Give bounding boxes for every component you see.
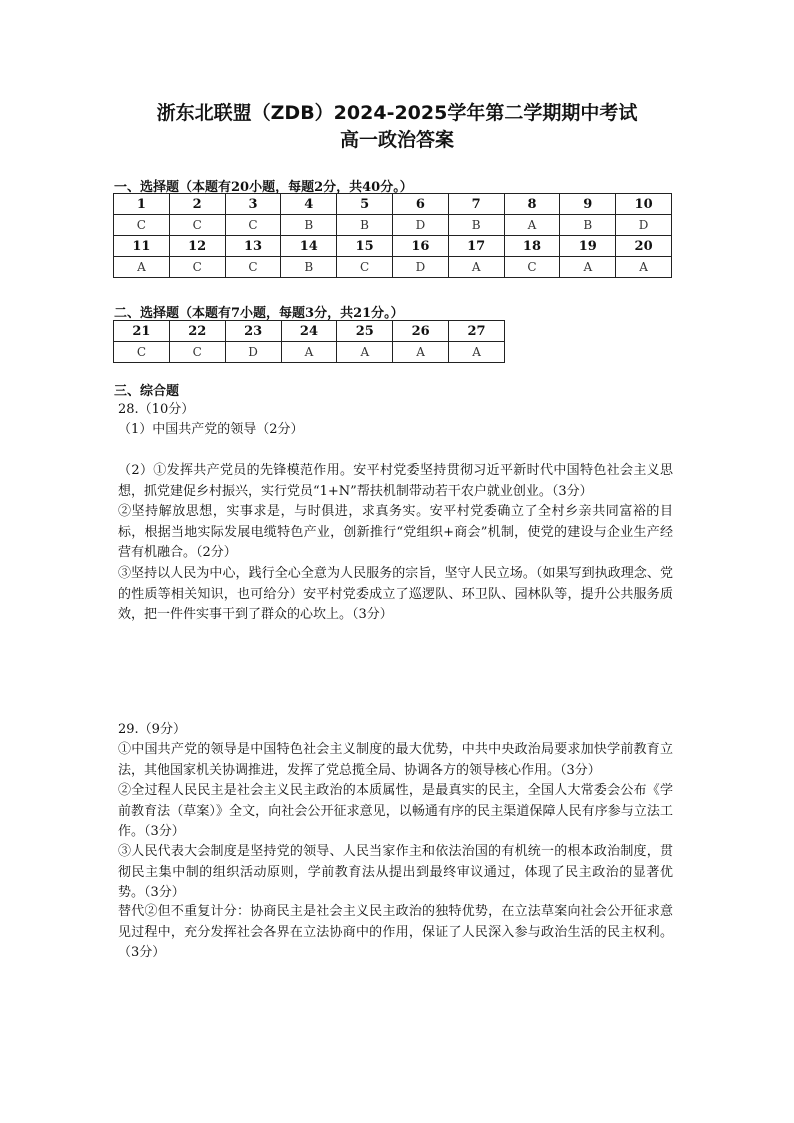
answer-cell: B <box>560 215 616 236</box>
question-number: 2 <box>169 194 225 215</box>
question-number: 24 <box>281 321 337 342</box>
question-number: 7 <box>448 194 504 215</box>
question-number: 25 <box>337 321 393 342</box>
question-number: 10 <box>616 194 672 215</box>
answer-cell: C <box>169 257 225 278</box>
question-number: 18 <box>504 236 560 257</box>
question-number: 1 <box>114 194 170 215</box>
answer-cell: D <box>392 215 448 236</box>
answer-cell: C <box>337 257 393 278</box>
question-number: 5 <box>337 194 393 215</box>
question-number: 11 <box>114 236 170 257</box>
q28-part2-point3: ③坚持以人民为中心，践行全心全意为人民服务的宗旨，坚守人民立场。（如果写到执政理念、党的性质等相关知识，也可给分）安平村党委成立了巡逻队、环卫队、园林队等，提升公共服务质效，把一件件实事干到了群众的心坎上。（3分） <box>118 566 673 622</box>
answer-table-2 <box>113 320 505 363</box>
section1-heading: 一、选择题（本题有20小题，每题2分，共40分。） <box>114 180 413 195</box>
question-number: 23 <box>225 321 281 342</box>
question-number: 20 <box>616 236 672 257</box>
question-number: 3 <box>225 194 281 215</box>
table-row <box>114 321 505 342</box>
q28-part2-point2: ②坚持解放思想，实事求是，与时俱进，求真务实。安平村党委确立了全村乡亲共同富裕的目标，根据当地实际发展电缆特色产业，创新推行“党组织+商会”机制，使党的建设与企业生产经营有机融合。（2分） <box>118 504 673 560</box>
question-number: 17 <box>448 236 504 257</box>
q29-point1: ①中国共产党的领导是中国特色社会主义制度的最大优势，中共中央政治局要求加快学前教育立法，其他国家机关协调推进，发挥了党总揽全局、协调各方的领导核心作用。（3分） <box>118 742 673 778</box>
table-row <box>114 194 672 215</box>
answer-table-1 <box>113 193 672 278</box>
answer-cell: A <box>448 257 504 278</box>
question-number: 13 <box>225 236 281 257</box>
page-subtitle: 高一政治答案 <box>339 129 454 151</box>
answer-cell: A <box>393 342 449 363</box>
answer-cell: A <box>337 342 393 363</box>
answer-cell: A <box>449 342 505 363</box>
answer-cell: C <box>169 215 225 236</box>
answer-cell: A <box>281 342 337 363</box>
answer-cell: C <box>225 215 281 236</box>
answer-cell: D <box>616 215 672 236</box>
answer-cell: D <box>225 342 281 363</box>
question-number: 9 <box>560 194 616 215</box>
question-number: 4 <box>281 194 337 215</box>
answer-cell: B <box>281 257 337 278</box>
q28-part2-point1: （2）①发挥共产党员的先锋模范作用。安平村党委坚持贯彻习近平新时代中国特色社会主义思想，抓党建促乡村振兴，实行党员“1+N”帮扶机制带动若干农户就业创业。（3分） <box>118 463 673 499</box>
answer-cell: D <box>392 257 448 278</box>
answer-cell: B <box>337 215 393 236</box>
answer-cell: C <box>225 257 281 278</box>
question-number: 16 <box>392 236 448 257</box>
q28-part1: （1）中国共产党的领导（2分） <box>118 422 304 437</box>
answer-cell: C <box>114 215 170 236</box>
q29-alternative: 替代②但不重复计分：协商民主是社会主义民主政治的独特优势，在立法草案向社会公开征求意见过程中，充分发挥社会各界在立法协商中的作用，保证了人民深入参与政治生活的民主权利。（3分） <box>118 904 673 960</box>
question-number: 26 <box>393 321 449 342</box>
question-number: 19 <box>560 236 616 257</box>
answer-cell: B <box>281 215 337 236</box>
question-number: 8 <box>504 194 560 215</box>
answer-cell: A <box>114 257 170 278</box>
section3-heading: 三、综合题 <box>114 384 180 399</box>
question-number: 6 <box>392 194 448 215</box>
question-number: 22 <box>169 321 225 342</box>
page-title: 浙东北联盟（ZDB）2024-2025学年第二学期期中考试 <box>156 102 638 124</box>
section2-heading: 二、选择题（本题有7小题，每题3分，共21分。） <box>114 306 404 321</box>
answer-cell: A <box>616 257 672 278</box>
answer-cell: A <box>560 257 616 278</box>
question-number: 12 <box>169 236 225 257</box>
q28-label: 28.（10分） <box>118 402 195 417</box>
question-number: 27 <box>449 321 505 342</box>
table-row <box>114 342 505 363</box>
question-number: 21 <box>114 321 170 342</box>
q29-point2: ②全过程人民民主是社会主义民主政治的本质属性，是最真实的民主，全国人大常委会公布《学前教育法（草案）》全文，向社会公开征求意见，以畅通有序的民主渠道保障人民有序参与立法工作。（3分） <box>118 783 673 839</box>
answer-cell: C <box>169 342 225 363</box>
answer-cell: B <box>448 215 504 236</box>
question-number: 14 <box>281 236 337 257</box>
q29-point3: ③人民代表大会制度是坚持党的领导、人民当家作主和依法治国的有机统一的根本政治制度，贯彻民主集中制的组织活动原则，学前教育法从提出到最终审议通过，体现了民主政治的显著优势。（3分） <box>118 844 673 900</box>
answer-cell: C <box>114 342 170 363</box>
question-number: 15 <box>337 236 393 257</box>
table-row <box>114 236 672 257</box>
answer-cell: A <box>504 215 560 236</box>
q29-label: 29.（9分） <box>118 722 186 737</box>
answer-cell: C <box>504 257 560 278</box>
table-row <box>114 215 672 236</box>
table-row <box>114 257 672 278</box>
